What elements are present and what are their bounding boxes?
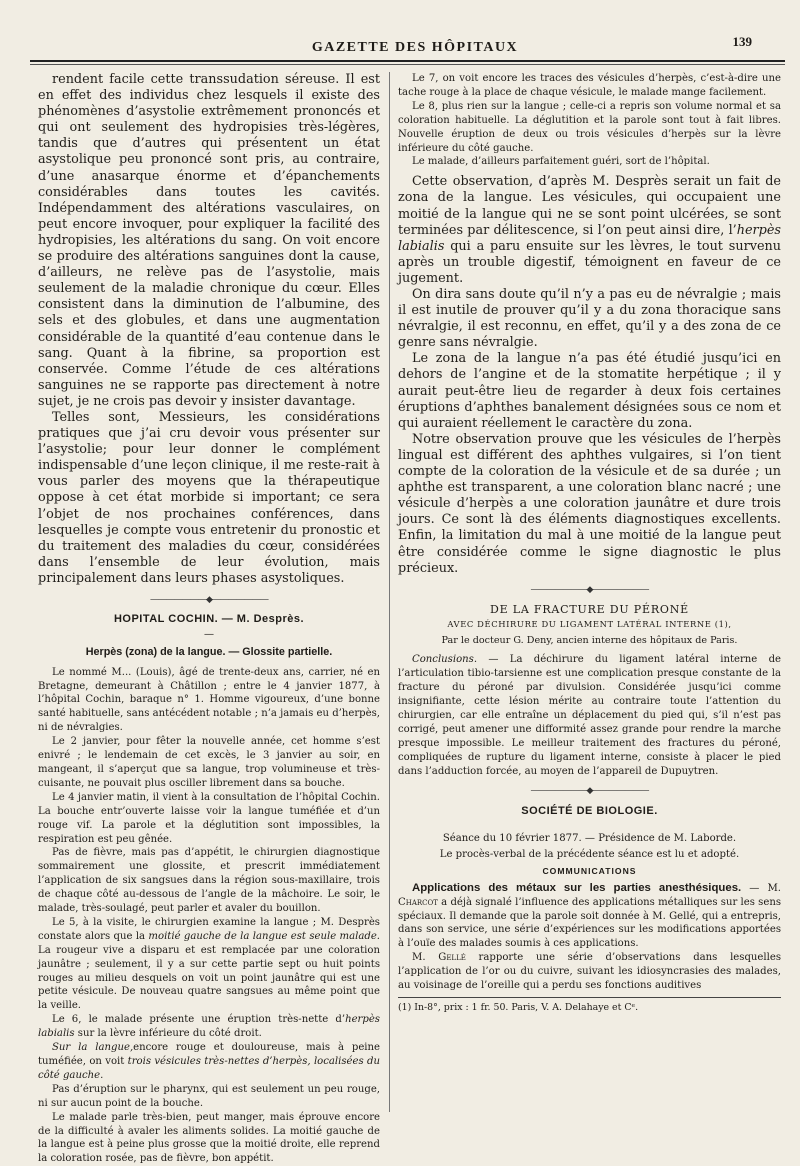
- paragraph: Le 2 janvier, pour fêter la nouvelle année, cet homme s’est enivré ; le lendemain de cet excès, le 3 janvier au soir, en mangeant, il s’aperçut que sa langue, trop volumineuse et très-cuisante, ne pouvait plus osciller librement dans sa bouche.: [38, 736, 380, 789]
- paragraph: Pas d’éruption sur le pharynx, qui est seulement un peu rouge, ni sur aucun point de la bouche.: [38, 1083, 380, 1109]
- paragraph: Telles sont, Messieurs, les considérations pratiques que j’ai cru devoir vous présenter sur l’asystolie; pour leur donner le complément indispensable d’une leçon clinique, il me reste-rait à vous parler des moyens que la thérapeutique oppose à cet état morbide si important; ce sera l’objet de nos prochaines conférences, dans lesquelles je compte vous entretenir du pronostic et du traitement des maladies du cœur, considérées dans l’ensemble de leur évolution, mais principalement dans leurs phases asystoliques.: [38, 409, 380, 586]
- text-run: Cette observation, d’après M. Desprès serait un fait de zona de la langue. Les vésicules, qui occupaient une moitié de la langue qui ne se sont point ulcérées, se sont terminées par délitescence, si l’on peut ainsi dire, l’: [398, 174, 781, 238]
- paragraph: Le malade, d’ailleurs parfaitement guéri, sort de l’hôpital.: [412, 156, 710, 168]
- spacer: [398, 820, 781, 830]
- paragraph: [398, 174, 781, 287]
- text-run: La rougeur vive a disparu et est remplacée par une coloration jaunâtre ; seulement, il y a sur cette partie sept ou huit points rouges au milieu desquels on voit un point jaunâtre qui est une petite vésicule. De nouveau quatre sangsues au même point que la veille.: [38, 944, 380, 1012]
- section-title: SOCIÉTÉ DE BIOLOGIE.: [521, 804, 658, 817]
- italic-text: herpès labialis: [38, 1014, 380, 1040]
- section-separator: ———————◆———————: [530, 786, 649, 797]
- paragraph: [38, 916, 380, 1013]
- text-run: qui a paru ensuite sur les lèvres, le tout survenu après un trouble digestif, témoignent en faveur de ce jugement.: [398, 238, 781, 286]
- text-run: Le 5, à la visite, le chirurgien examine la langue ; M. Desprès constate alors que la: [38, 916, 380, 942]
- text-run: rapporte une série d’observations dans lesquelles l’application de l’or ou du cuivre, suivant les idiosyncrasies des malades, au voisinage de l’oreille qui a perdu ses fonctions auditives: [398, 952, 781, 992]
- dash-divider: —: [204, 629, 214, 641]
- paragraph: On dira sans doute qu’il n’y a pas eu de névralgie ; mais il est inutile de prouver qu’il y a du zona thoracique sans névralgie, il est reconnu, en effet, qu’il y a des zona de ce genre sans névralgie.: [398, 287, 781, 351]
- italic-text: Sur la langue,: [52, 1042, 134, 1054]
- footnote: (1) In-8°, prix : 1 fr. 50. Paris, V. A. Delahaye et Cᵉ.: [398, 1002, 639, 1013]
- session-line: Séance du 10 février 1877. — Présidence de M. Laborde.: [442, 832, 737, 844]
- italic-text: Conclusions.: [412, 654, 478, 666]
- article-title: DE LA FRACTURE DU PÉRONÉ: [490, 602, 689, 616]
- article-subtitle: AVEC DÉCHIRURE DU LIGAMENT LATÉRAL INTERNE (1),: [447, 619, 732, 629]
- header-rule: [30, 60, 785, 62]
- minutes-line: Le procès-verbal de la précédente séance est lu et adopté.: [439, 848, 740, 860]
- text-run: sur la lèvre inférieure du côté droit.: [74, 1028, 262, 1040]
- paragraph: Le 7, on voit encore les traces des vésicules d’herpès, c’est-à-dire une tache rouge à la place de chaque vésicule, le malade mange facilement.: [398, 73, 781, 98]
- paragraph: Pas de fièvre, mais pas d’appétit, le chirurgien diagnostique sommairement une glossite, et prescrit immédiatement l’application de six sangsues dans la région sous-maxillaire, trois de chaque côté au-dessous de l’angle de la mâchoire. Le soir, le malade, très-soulagé, peut parler et avaler du bouillon.: [38, 847, 380, 915]
- italic-text: trois vésicules très-nettes d’herpès, localisées du côté gauche.: [38, 1056, 380, 1081]
- journal-title: GAZETTE DES HÔPITAUX: [311, 40, 519, 55]
- paragraph: Le 8, plus rien sur la langue ; celle-ci a repris son volume normal et sa coloration habituelle. La déglutition et la parole sont tout à fait libres. Nouvelle éruption de deux ou trois vésicules d’herpès sur la lèvre inférieure du côté gauche.: [398, 100, 781, 154]
- column-divider: [389, 72, 390, 1112]
- paragraph: [398, 653, 781, 778]
- article-subtitle: Herpès (zona) de la langue. — Glossite partielle.: [85, 646, 333, 659]
- left-column: [38, 72, 381, 1165]
- paragraph: [38, 1013, 380, 1041]
- paragraph: [38, 1041, 380, 1083]
- text-run: — La déchirure du ligament latéral interne de l’articulation tibio-tarsienne est une complication presque constante de la fracture du péroné par divulsion. Considérée jusqu’ici comme insignifiante, cette lésion mérite au contraire toute l’attention du chirurgien, car elle entraîne un déplacement du pied qui, s’il n’est pas corrigé, peut amener une difformité assez grande pour rendre la marche presque impossible. Le meilleur traitement des fractures du péroné, compliquées de rupture du ligament interne, consiste à placer le pied dans l’adduction forcée, au moyen de l’appareil de Dupuytren.: [398, 654, 781, 777]
- paragraph: rendent facile cette transsudation séreuse. Il est en effet des individus chez lesquels il existe des phénomènes d’asystolie extrêmement prononcés et qui ont seulement des hydropisies très-légères, tandis que d’autres qui présentent un état asystolique peu prononcé sont pris, au contraire, d’une anasarque énorme et d’épanchements considérables dans toutes les cavités. Indépendamment des altérations vasculaires, on peut encore invoquer, pour expliquer la facilité des hydropisies, les altérations du sang. On voit encore se produire des altérations sanguines dont la cause, d’ailleurs, ne relève pas de l’asystolie, mais seulement de la maladie chronique du cœur. Elles consistent dans la diminution de l’albumine, des sels et des globules, et dans une augmentation considérable de la quantité d’eau contenue dans le sang. Quant à la fibrine, sa proportion est conservée. Comme l’étude de ces altérations sanguines ne se rapporte pas directement à notre sujet, je ne crois pas devoir y insister davantage.: [38, 72, 380, 409]
- paragraph: Le 4 janvier matin, il vient à la consultation de l’hôpital Cochin. La bouche entr’ouverte laisse voir la langue tuméfiée et d’un rouge vif. La parole et la déglutition sont impossibles, la respiration est peu gênée.: [38, 791, 380, 845]
- section-title: HOPITAL COCHIN. — M. Desprès.: [113, 613, 305, 626]
- speaker-name: — M. Charcot: [398, 882, 781, 908]
- paragraph: [398, 951, 781, 993]
- communication-title: Applications des métaux sur les parties anesthésiques.: [412, 881, 742, 894]
- header-rule-thin: [30, 64, 785, 65]
- speaker-name: M. Gellé: [412, 952, 466, 964]
- text-run: a déjà signalé l’influence des applications métalliques sur les sens spéciaux. Il demande que la parole soit donnée à M. Gellé, qui a entrepris, dans son service, une série d’expériences sur les modifications apportées à l’ouïe des malades soumis à ces applications.: [398, 896, 781, 950]
- section-separator: ———————◆———————: [150, 595, 268, 605]
- italic-text: moitié gauche de la langue est seule malade.: [148, 930, 381, 942]
- text-run: Le 6, le malade présente une éruption très-nette d’: [52, 1014, 346, 1026]
- footnote-rule: [398, 997, 781, 998]
- author-line: Par le docteur G. Deny, ancien interne des hôpitaux de Paris.: [441, 635, 738, 647]
- paragraph: Le malade parle très-bien, peut manger, mais éprouve encore de la difficulté à avaler les aliments solides. La moitié gauche de la langue est à peine plus grosse que la moitié droite, elle reprend la coloration rosée, pas de fièvre, bon appétit.: [38, 1111, 380, 1165]
- page-header: [60, 26, 770, 60]
- right-column: [398, 72, 781, 1112]
- section-separator: ———————◆———————: [530, 584, 649, 595]
- paragraph: Le nommé M... (Louis), âgé de trente-deux ans, carrier, né en Bretagne, demeurant à Châtillon ; entre le 4 janvier 1877, à l’hôpital Cochin, baraque n° 1. Homme vigoureux, d’une bonne santé habituelle, sans antécédent notable ; n’a jamais eu d’herpès, ni de névralgies.: [38, 666, 380, 734]
- paragraph: Le zona de la langue n’a pas été étudié jusqu’ici en dehors de l’angine et de la stomatite herpétique ; il y aurait peut-être lieu de regarder à deux fois certaines éruptions d’aphthes banalement désignées sous ce nom et qui auraient réellement le caractère du zona.: [398, 351, 781, 431]
- paragraph: [398, 882, 781, 952]
- text-run: encore rouge et douloureuse, mais à peine tuméfiée, on voit: [38, 1042, 381, 1067]
- italic-text: herpès labialis: [398, 222, 781, 254]
- paragraph: Notre observation prouve que les vésicules de l’herpès lingual est différent des aphthes vulgaires, si l’on tient compte de la coloration de la vésicule et de sa durée ; un aphthe est transparent, a une coloration blanc nacré ; une vésicule d’herpès a une coloration jaunâtre et dure trois jours. Ce sont là des éléments diagnostiques excellents. Enfin, la limitation du mal à une moitié de la langue peut être considérée comme le signe diagnostic le plus précieux.: [398, 431, 781, 576]
- page-number: 139: [732, 34, 752, 49]
- communications-heading: COMMUNICATIONS: [542, 865, 637, 876]
